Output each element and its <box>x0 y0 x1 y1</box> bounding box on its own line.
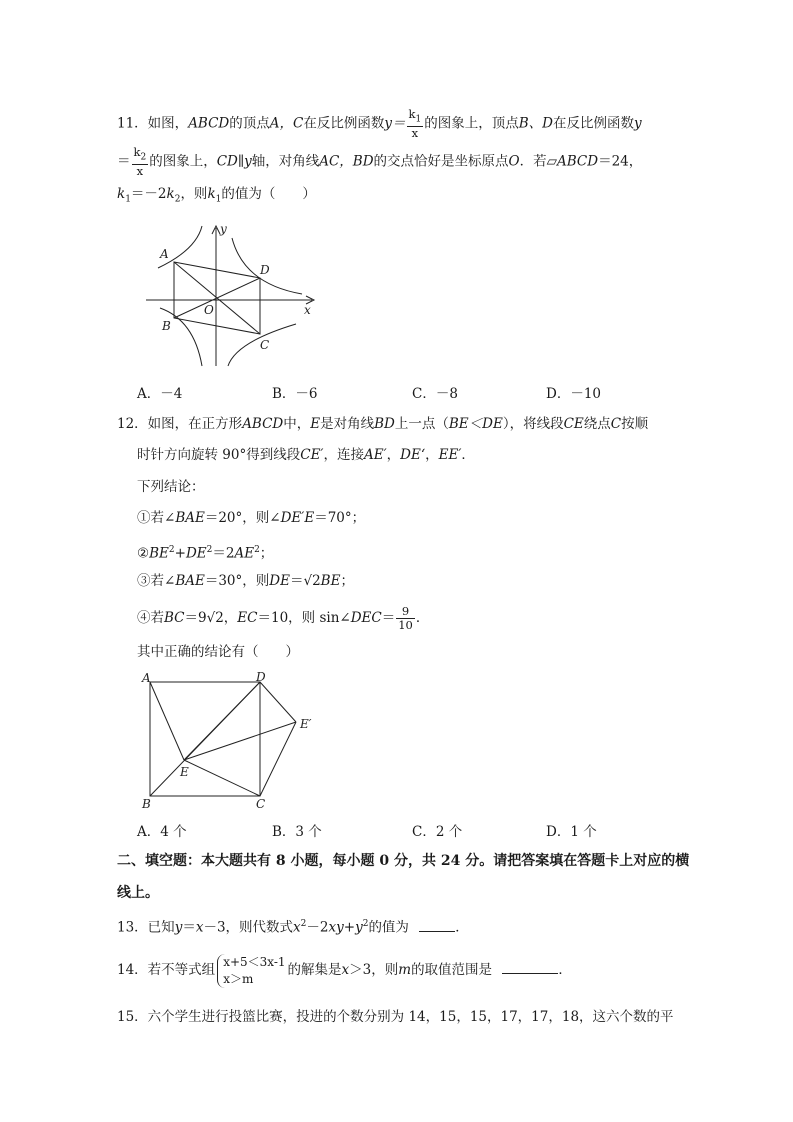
q12-line-3: 下列结论： <box>137 479 205 495</box>
q13-answer-blank[interactable] <box>419 919 455 932</box>
label-y: y <box>220 222 227 236</box>
segment-ee2 <box>184 722 296 760</box>
q12-conclusion-2: $②BE^2+DE^2=2AE^2$； <box>137 545 274 562</box>
q13-line: 13．已知y＝x－3，则代数式$x^2-2xy+y^2$的值为 ． <box>117 919 469 936</box>
label-o: O <box>204 303 214 317</box>
label-c: C <box>256 797 266 811</box>
q12-conclusion-1: ①若∠BAE＝20°，则∠DE′E＝70°； <box>137 510 366 526</box>
q11-line-3: $k_1=-2k_2$，则$k_1$的值为（ ） <box>117 186 316 205</box>
q11-option-c[interactable]: C．－8 <box>412 386 458 402</box>
label-c: C <box>260 338 270 352</box>
q12-line-1: 12．如图，在正方形ABCD中，E是对角线BD上一点（BE＜DE），将线段CE绕点C按顺 <box>117 416 649 432</box>
q15-line: 15．六个学生进行投篮比赛，投进的个数分别为 14，15，15，17，17，18，这六个数的平 <box>117 1009 674 1025</box>
segment-ed <box>184 682 260 760</box>
diagonal-bd <box>174 278 260 318</box>
segment-de2 <box>260 682 296 722</box>
q12-option-b[interactable]: B．3 个 <box>272 824 322 840</box>
label-x: x <box>304 303 311 317</box>
label-b: B <box>162 319 171 333</box>
segment-ae <box>150 682 184 760</box>
label-d: D <box>256 670 266 684</box>
q11-figure <box>136 216 326 370</box>
label-d: D <box>260 263 270 277</box>
q14-answer-blank[interactable] <box>502 961 558 974</box>
q12-line-2: 时针方向旋转 90°得到线段CE′，连接AE′，DE‘，EE′． <box>137 447 475 463</box>
q11-option-b[interactable]: B．－6 <box>272 386 318 402</box>
q12-conclusion-4: ④若BC＝9√2，EC＝10，则 sin∠DEC＝ $\frac{9}{10}$ ． <box>137 604 430 632</box>
q11-option-d[interactable]: D．－10 <box>546 386 602 402</box>
q12-option-d[interactable]: D．1 个 <box>546 824 597 840</box>
label-a: A <box>142 671 151 685</box>
inequality-system: x+5＜3x-1 x＞m <box>217 954 285 988</box>
label-b: B <box>142 797 151 811</box>
q12-option-a[interactable]: A．4 个 <box>137 824 187 840</box>
fraction-9-over-10: $\frac{9}{10}$ <box>398 604 413 632</box>
segment-ce <box>184 760 260 796</box>
q11-line-1: 11．如图，ABCD的顶点A，C在反比例函数y＝ $\frac{k_1}{x}$ 的图象上，顶点B、D在反比例函数y <box>117 107 642 141</box>
q12-conclusion-3: ③若∠BAE＝30°，则DE＝√2BE； <box>137 573 354 589</box>
segment-ce2 <box>260 722 296 796</box>
q11-option-a[interactable]: A．－4 <box>137 386 183 402</box>
q12-line-8: 其中正确的结论有（ ） <box>137 644 299 660</box>
section-2-heading-line-2: 线上。 <box>117 885 159 901</box>
section-2-heading-line-1: 二、填空题：本大题共有 8 小题，每小题 0 分，共 24 分。请把答案填在答题卡上对应的横 <box>117 853 690 869</box>
q12-option-c[interactable]: C．2 个 <box>412 824 463 840</box>
q11-line-2: ＝ $\frac{k_2}{x}$ 的图象上，CD∥y轴，对角线AC，BD的交点恰好是坐标原点O．若▱ABCD＝24， <box>117 145 643 179</box>
label-a: A <box>160 247 169 261</box>
label-e: E <box>180 765 189 779</box>
fraction-k1-over-x: $\frac{k_1}{x}$ <box>408 107 422 141</box>
curve-k2-lower-left <box>160 308 202 366</box>
label-e-prime: E′ <box>300 717 312 731</box>
q12-figure <box>136 670 326 816</box>
fraction-k2-over-x: $\frac{k_2}{x}$ <box>133 145 147 179</box>
q14-line: 14．若不等式组 x+5＜3x-1 x＞m 的解集是x＞3，则m的取值范围是 ． <box>117 954 572 986</box>
